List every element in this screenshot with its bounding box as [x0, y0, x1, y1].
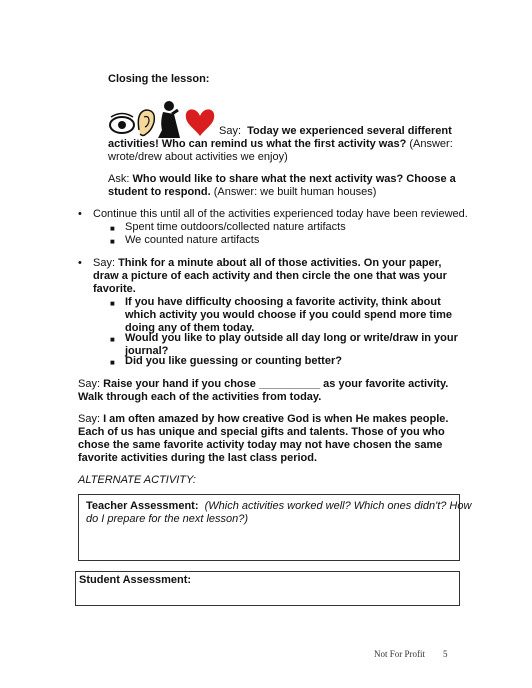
sensory-icons	[108, 100, 216, 140]
bullet1-text: Continue this until all of the activities experienced today have been reviewed.	[93, 208, 468, 220]
square-bullet: ■	[110, 358, 115, 367]
say3-bold-b: Each of us has unique and special gifts and talents. Those of you who	[78, 426, 445, 438]
ask1-answer: (Answer: we built human houses)	[210, 186, 377, 198]
square-bullet: ■	[110, 237, 115, 246]
say1-bold-b: activities! Who can remind us what the first activity was?	[108, 138, 407, 150]
bullet2-bold-c: favorite.	[93, 283, 136, 295]
bullet2-sub1-line2: which activity you would choose if you could spend more time	[125, 309, 452, 321]
say-prefix: Say:	[93, 257, 116, 269]
say3-bold-d: favorite activities during the last class period.	[78, 452, 318, 464]
say-prefix: Say:	[219, 125, 242, 137]
closing-heading: Closing the lesson:	[108, 73, 210, 85]
bullet-dot: •	[78, 208, 82, 220]
teacher-assessment-line1	[86, 500, 471, 513]
say2-bold-a: Raise your hand if you chose __________ as your favorite activity.	[100, 378, 449, 390]
say1-line1	[219, 125, 452, 138]
bullet2-bold-b: draw a picture of each activity and then circle the one that was your	[93, 270, 447, 282]
square-bullet: ■	[110, 299, 115, 308]
say-prefix: Say:	[78, 378, 101, 390]
teacher-assessment-prompt-2: do I prepare for the next lesson?)	[86, 513, 249, 525]
say1-line2	[108, 138, 453, 151]
page-number: 5	[443, 649, 448, 659]
ask1-line1	[108, 173, 456, 186]
ask1-bold-b: student to respond.	[108, 186, 211, 198]
bullet-dot: •	[78, 257, 82, 269]
bullet2-sub1-line3: doing any of them today.	[125, 322, 255, 334]
bullet2-sub2-line1: Would you like to play outside all day long or write/draw in your	[125, 332, 458, 344]
ask-prefix: Ask:	[108, 173, 130, 185]
bullet2-sub1-line1: If you have difficulty choosing a favorite activity, think about	[125, 296, 441, 308]
bullet2-line1	[93, 257, 441, 270]
bullet2-bold-a: Think for a minute about all of those activities. On your paper,	[115, 257, 442, 269]
say3-bold-c: chose the same favorite activity today may not have chosen the same	[78, 439, 443, 451]
say1-bold-a: Today we experienced several different	[247, 125, 452, 137]
say1-answer-a: (Answer:	[406, 138, 453, 150]
say2-bold-b: Walk through each of the activities from today.	[78, 391, 322, 403]
ask1-bold-a: Who would like to share what the next activity was? Choose a	[129, 173, 456, 185]
say1-answer-b: wrote/drew about activities we enjoy)	[108, 151, 288, 163]
bullet2-sub2-line2: journal?	[125, 345, 169, 357]
student-assessment-label: Student Assessment:	[79, 574, 192, 586]
say3-line1	[78, 413, 448, 426]
heart-icon	[108, 100, 216, 140]
bullet2-sub3: Did you like guessing or counting better?	[125, 355, 342, 367]
square-bullet: ■	[110, 224, 115, 233]
say2-line1	[78, 378, 448, 391]
teacher-assessment-label: Teacher Assessment:	[86, 500, 199, 512]
ask1-line2	[108, 186, 376, 199]
teacher-assessment-prompt: (Which activities worked well? Which ones didn't? How	[204, 500, 472, 512]
square-bullet: ■	[110, 335, 115, 344]
footer-text: Not For Profit	[374, 649, 426, 659]
alternate-activity-heading: ALTERNATE ACTIVITY:	[78, 474, 196, 486]
bullet1-subitem: Spent time outdoors/collected nature artifacts	[125, 221, 346, 233]
bullet1-subitem: We counted nature artifacts	[125, 234, 260, 246]
student-assessment-box[interactable]	[75, 571, 460, 606]
say-prefix: Say:	[78, 413, 101, 425]
say3-bold-a: I am often amazed by how creative God is when He makes people.	[100, 413, 449, 425]
teacher-assessment-box[interactable]	[78, 494, 472, 561]
